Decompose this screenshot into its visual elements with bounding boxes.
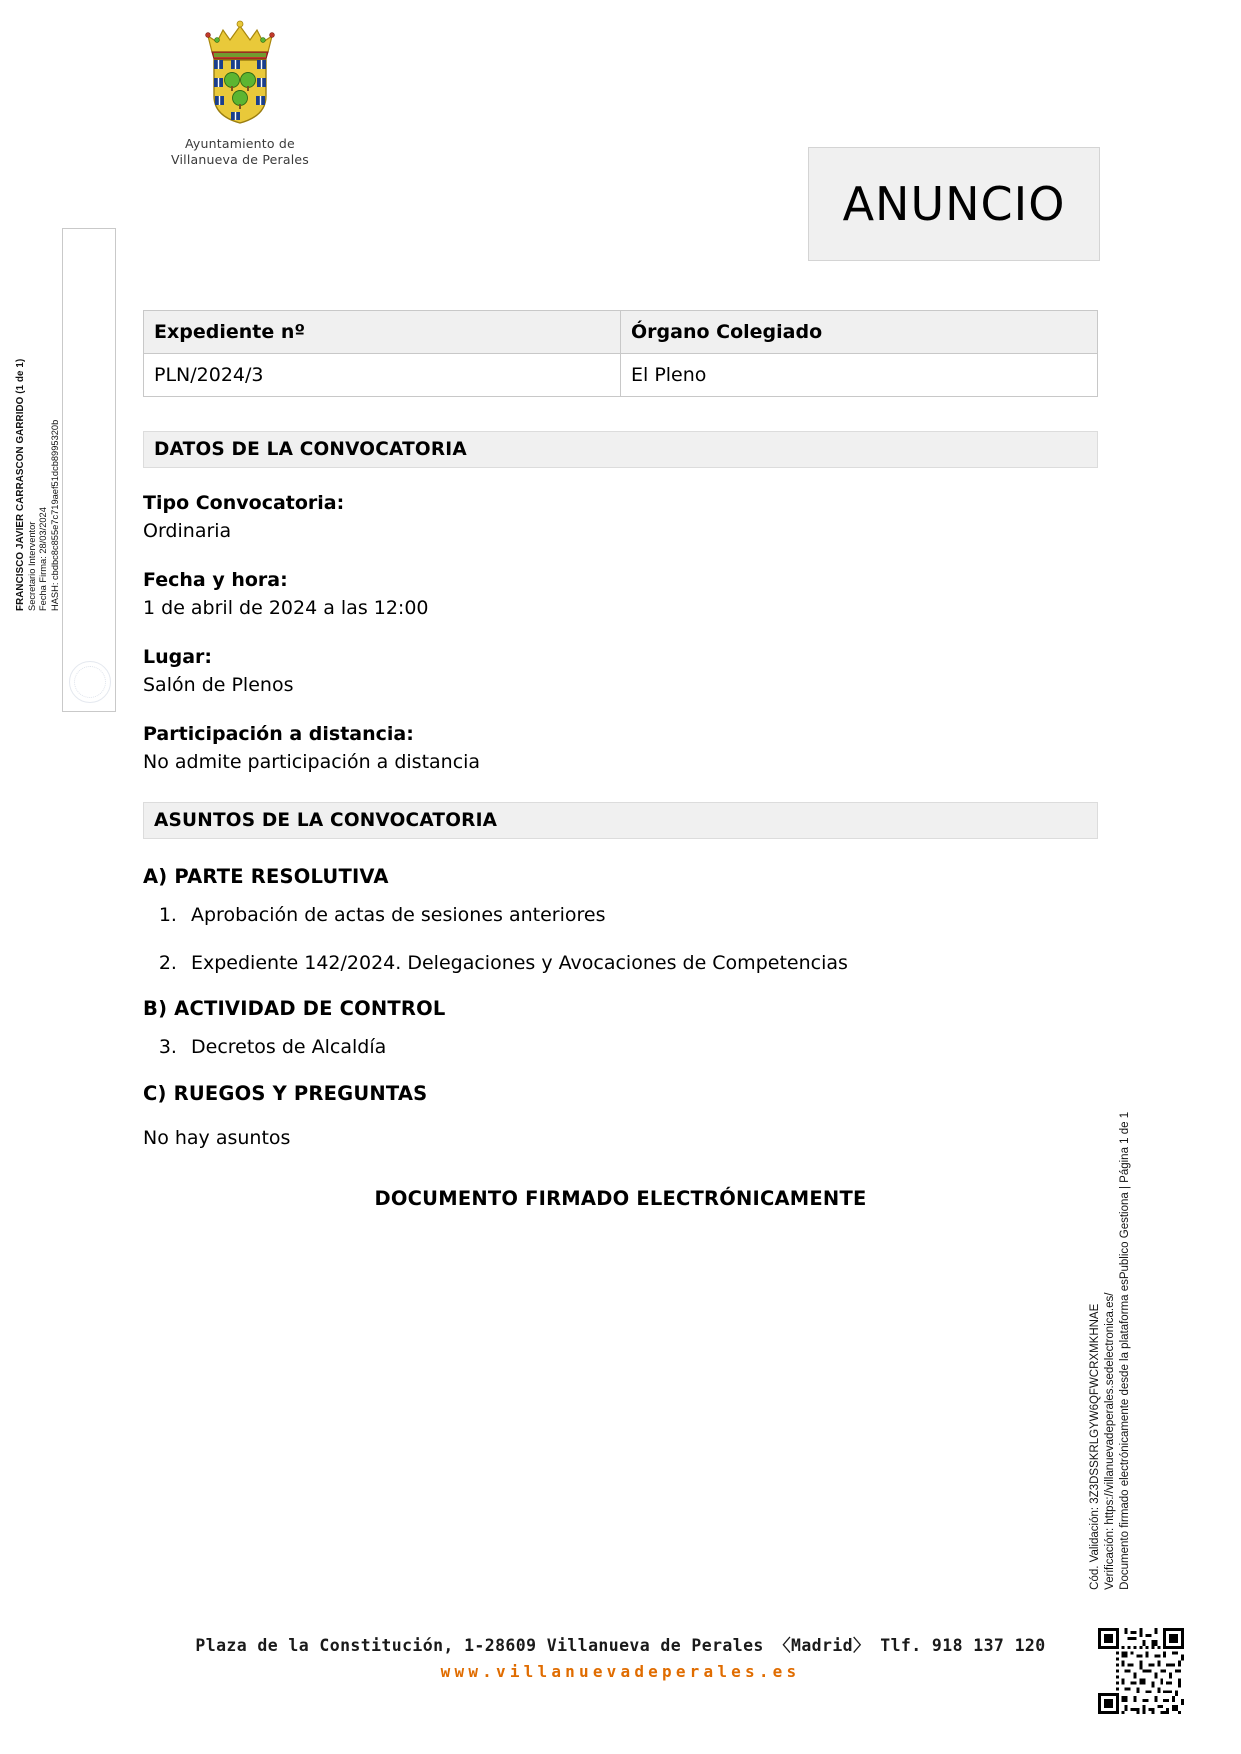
section-header-asuntos: ASUNTOS DE LA CONVOCATORIA	[143, 802, 1098, 839]
label-fecha-hora: Fecha y hora:	[143, 569, 288, 592]
field-lugar	[143, 644, 1098, 699]
value-participacion-distancia: No admite participación a distancia	[143, 750, 481, 773]
qr-code-icon	[1098, 1628, 1184, 1714]
validation-platform-note: Documento firmado electrónicamente desde la plataforma esPublico Gestiona | Página 1 de 1	[1119, 1112, 1132, 1590]
validation-code: Cód. Validación: 3Z3DSSKRLGYW6QFWCRXMKHNAE	[1089, 1303, 1102, 1590]
letterhead-line-1: Ayuntamiento de	[185, 136, 295, 151]
label-lugar: Lugar:	[143, 646, 213, 669]
section-header-datos: DATOS DE LA CONVOCATORIA	[143, 431, 1098, 468]
signature-date: Fecha Firma: 28/03/2024	[38, 507, 49, 611]
agenda-list-a	[143, 902, 1098, 977]
expediente-table	[143, 310, 1098, 397]
list-item: 2. Expediente 142/2024. Delegaciones y Avocaciones de Competencias	[183, 950, 1098, 978]
official-seal-icon	[69, 661, 111, 703]
page-footer	[0, 1632, 1241, 1681]
value-fecha-hora: 1 de abril de 2024 a las 12:00	[143, 596, 429, 619]
label-tipo-convocatoria: Tipo Convocatoria:	[143, 492, 345, 514]
main-content	[143, 310, 1098, 1210]
table-row	[144, 354, 1098, 397]
signature-sidebar-text	[15, 141, 65, 611]
field-fecha-hora	[143, 567, 1098, 622]
page-title: ANUNCIO	[842, 177, 1066, 231]
signature-sidebar	[15, 228, 116, 712]
column-header-organo: Órgano Colegiado	[621, 311, 1098, 354]
field-tipo-convocatoria	[143, 490, 1098, 545]
list-item: 3. Decretos de Alcaldía	[183, 1034, 1098, 1062]
letterhead-line-2: Villanueva de Perales	[171, 151, 309, 167]
agenda-group-a-heading: A) PARTE RESOLUTIVA	[143, 865, 389, 889]
agenda-group-c-text: No hay asuntos	[143, 1127, 291, 1150]
footer-website: www.villanuevadeperales.es	[440, 1662, 801, 1681]
cell-organo-colegiado: El Pleno	[621, 354, 1098, 397]
validation-url: Verificación: https://villanuevadeperales.sedelectronica.es/	[1104, 1292, 1117, 1590]
column-header-expediente: Expediente nº	[144, 311, 621, 354]
footer-address: Plaza de la Constitución, 1-28609 Villanueva de Perales 〈Madrid〉 Tlf. 918 137 120	[195, 1636, 1046, 1655]
coat-of-arms-icon	[190, 18, 290, 132]
letterhead	[140, 18, 340, 167]
value-lugar: Salón de Plenos	[143, 673, 294, 696]
value-tipo-convocatoria: Ordinaria	[143, 519, 232, 542]
agenda-list-b	[143, 1034, 1098, 1062]
cell-expediente-numero: PLN/2024/3	[144, 354, 621, 397]
list-item: 1. Aprobación de actas de sesiones anteriores	[183, 902, 1098, 930]
signer-name: FRANCISCO JAVIER CARRASCON GARRIDO (1 de 1)	[15, 358, 26, 611]
label-participacion-distancia: Participación a distancia:	[143, 723, 414, 746]
signer-role: Secretario Interventor	[26, 521, 37, 611]
document-title-box	[808, 147, 1100, 261]
agenda-group-b-heading: B) ACTIVIDAD DE CONTROL	[143, 997, 446, 1021]
validation-strip	[1089, 1090, 1193, 1590]
signature-hash: HASH: cbdbc8c855e7c719aef51dcb8995320b	[49, 419, 60, 611]
field-participacion-distancia	[143, 721, 1098, 776]
agenda-group-c-heading: C) RUEGOS Y PREGUNTAS	[143, 1082, 428, 1106]
table-header-row	[144, 311, 1098, 354]
signed-electronically-line: DOCUMENTO FIRMADO ELECTRÓNICAMENTE	[374, 1187, 867, 1211]
